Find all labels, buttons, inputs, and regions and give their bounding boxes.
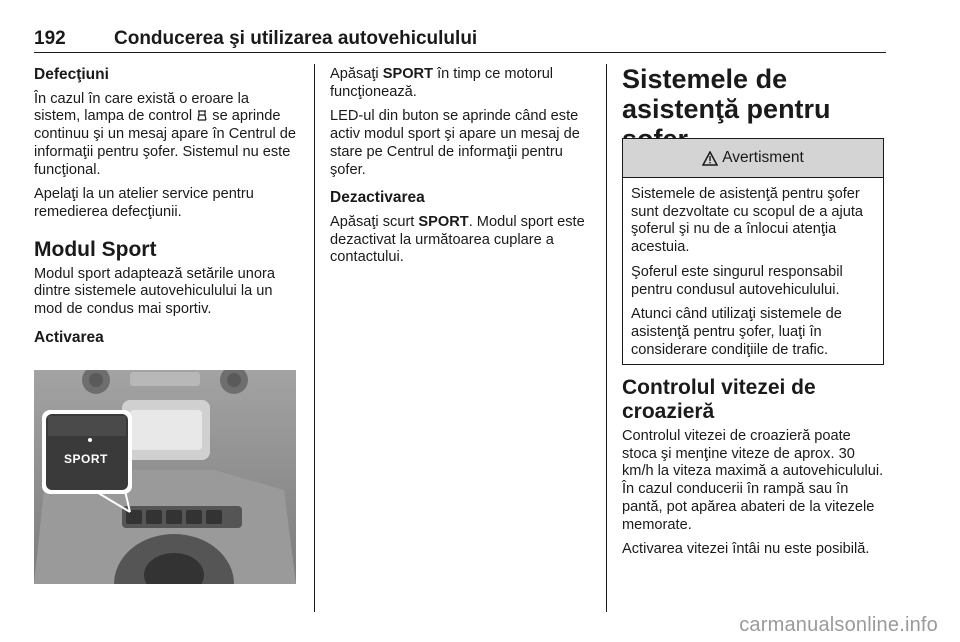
paragraph: Apăsaţi SPORT în timp ce motorul funcţionează. [330,66,554,100]
paragraph: LED-ul din buton se aprinde când este activ modul sport şi apare un mesaj de stare pe Centrul de informaţii pentru şofer. [330,108,580,178]
warning-header [623,139,883,178]
sport-button-label: SPORT [64,452,108,466]
watermark: carmanualsonline.info [739,614,938,636]
column-divider [314,64,315,612]
column-2 [330,66,592,274]
section-title-driver-assistance: Sistemele de asistenţă pentru [622,64,831,124]
section-heading-defects: Defecţiuni [34,66,109,83]
warning-title: Avertisment [722,149,804,166]
section-heading-activation: Activarea [34,328,104,346]
warning-body [623,178,883,359]
column-divider [606,64,607,612]
chapter-title: Conducerea şi utilizarea autovehiculului [114,28,478,49]
paragraph: Apelaţi la un atelier service pentru remedierea defecţiunii. [34,186,254,220]
paragraph: Activarea vitezei întâi nu este posibilă. [622,541,870,558]
page-header [34,28,886,53]
paragraph: În cazul în care există o eroare la sistem, lampa de control se aprinde continuu şi un mesaj apare în Centrul de informaţii pentru şofer. Sistemul nu este funcţional. [34,90,297,178]
section-heading-sport: Modul Sport [34,237,157,261]
warning-box [622,138,884,365]
sport-button-photo [34,370,296,584]
column-1 [34,66,298,353]
page-number: 192 [34,28,66,49]
sport-mode-control-lamp-icon [196,109,208,122]
paragraph: Modul sport adaptează setările unora dintre sistemele autovehiculului la un mod de condus mai sportiv. [34,265,275,318]
warning-triangle-icon [702,151,718,166]
paragraph: Sistemele de asistenţă pentru şofer sunt dezvoltate cu scopul de a ajuta şoferul şi nu de a înlocui atenţia acestuia. [631,186,864,256]
paragraph: Apăsaţi scurt SPORT. Modul sport este dezactivat la următoarea cuplare a contactului. [330,213,585,266]
section-heading-cruise-control: Controlul vitezei de croazieră [622,376,816,423]
paragraph: Controlul vitezei de croazieră poate stoca şi menţine viteze de aprox. 30 km/h la viteza maximă a autovehiculului. În cazul conducerii în rampă sau în pantă, pot apărea abateri de la vitezele memorate. [622,428,884,533]
paragraph: Atunci când utilizaţi sistemele de asistenţă pentru şofer, luaţi în considerare condiţiile de trafic. [631,306,842,358]
paragraph: Şoferul este singurul responsabil pentru condusul autovehiculului. [631,263,843,298]
column-3-lower [622,376,886,566]
section-heading-deactivation: Dezactivarea [330,189,425,207]
